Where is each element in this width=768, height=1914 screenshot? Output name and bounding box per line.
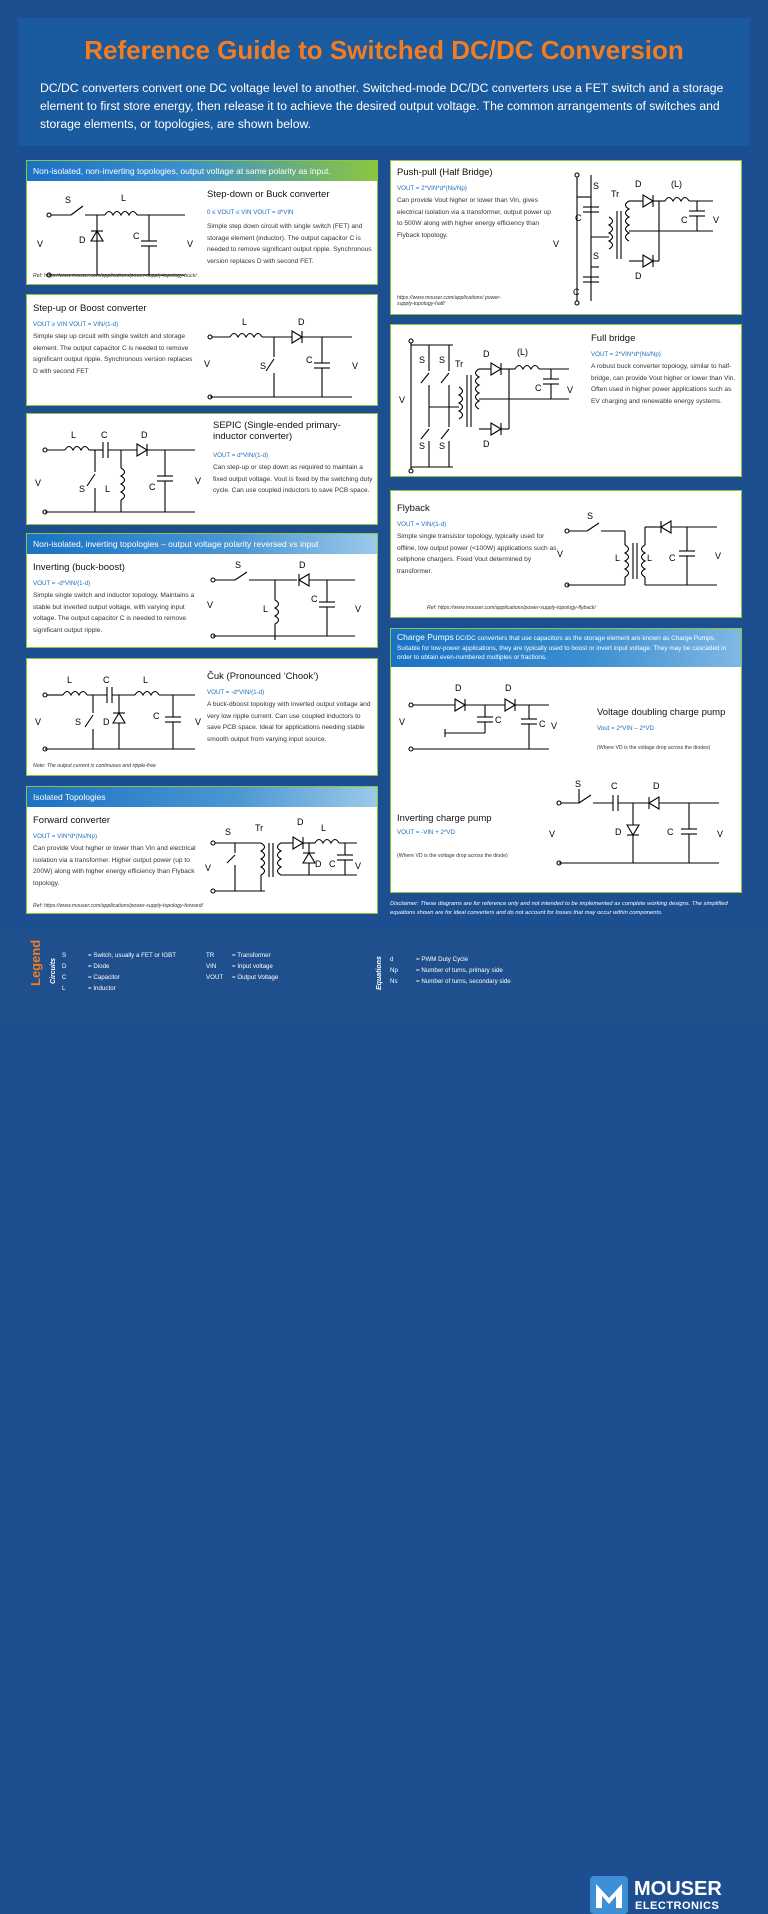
forward-description: Can provide Vout higher or lower than Vin and electrical isolation via a transformer. Higher output power (up to 200W) along with higher energy efficiency than Flyback topology.	[33, 845, 196, 887]
flyback-title: Flyback	[397, 503, 430, 514]
svg-text:D: D	[141, 430, 148, 440]
svg-text:V: V	[352, 361, 359, 371]
svg-text:S: S	[439, 441, 446, 451]
mouser-logo-sub: ELECTRONICS	[635, 1900, 720, 1912]
inverting-pump-note: (Where VD is the voltage drop across the diode)	[397, 853, 508, 859]
card-buck	[26, 160, 378, 285]
sepic-description: Can step-up or step down as required to maintain a fixed output voltage. Vout is fixed by the switching duty cycle. Can use coupled inductors to save PCB space.	[213, 464, 373, 494]
section-bar-noninverting: Non-isolated, non-inverting topologies, output voltage at same polarity as input.	[27, 161, 377, 181]
mouser-logo-mark-icon	[590, 1876, 628, 1914]
svg-text:C: C	[329, 859, 336, 869]
svg-text:V: V	[553, 239, 560, 249]
svg-text:S: S	[260, 361, 267, 371]
cuk-note: Note: The output current is continuous and ripple-free	[33, 763, 156, 769]
svg-text:S: S	[439, 355, 446, 365]
cuk-description: A buck-dboost topology with inverted output voltage and very low ripple current. Can use coupled inductors to save PCB space. Ideal for applications needing stable smooth output from varying input source.	[207, 701, 371, 743]
svg-text:L: L	[321, 823, 327, 833]
svg-text:V: V	[35, 717, 42, 727]
svg-text:D: D	[455, 683, 462, 693]
svg-text:S: S	[225, 827, 232, 837]
svg-text:V: V	[205, 863, 212, 873]
svg-text:V: V	[204, 359, 211, 369]
svg-text:C: C	[103, 675, 110, 685]
fullbridge-description: A robust buck converter topology, similar to half-bridge, can provide Vout higher or lower than Vin. Often used in higher power applications such as EV charging and renewable energy systems.	[591, 363, 736, 405]
boost-circuit-diagram	[202, 315, 372, 395]
boost-description: Simple step up circuit with single switch and storage element. The output capacitor C is needed to remove significant output ripple. Synchronous version replaces D with second FET	[33, 333, 193, 375]
legend-description: = Number of turns, primary side	[416, 967, 503, 974]
svg-text:S: S	[419, 441, 426, 451]
svg-text:C: C	[149, 482, 156, 492]
pushpull-reference: https://www.mouser.com/applications/ power-supply-topology-half/	[397, 295, 501, 307]
doubling-circuit-diagram	[399, 681, 589, 761]
header-banner	[18, 18, 750, 146]
svg-text:S: S	[593, 251, 600, 261]
legend-symbol: Ns	[390, 978, 398, 985]
legend-description: = Transformer	[232, 952, 271, 959]
svg-text:Tr: Tr	[611, 189, 620, 199]
svg-text:V: V	[37, 239, 44, 249]
pushpull-description: Can provide Vout higher or lower than Vin, gives electrical isolation via a transformer, output power up to 500W along with higher energy efficiency than Flyback topology.	[397, 197, 551, 239]
legend-description: = Diode	[88, 963, 110, 970]
buckboost-title: Inverting (buck-boost)	[33, 562, 125, 573]
legend-symbol: S	[62, 952, 67, 959]
svg-text:V: V	[551, 721, 558, 731]
svg-text:D: D	[298, 317, 305, 327]
svg-text:V: V	[399, 717, 406, 727]
legend-symbol: TR	[206, 952, 215, 959]
svg-text:D: D	[505, 683, 512, 693]
inverting-pump-title: Inverting charge pump	[397, 813, 492, 824]
svg-text:S: S	[235, 560, 242, 570]
svg-text:C: C	[667, 827, 674, 837]
svg-text:C: C	[573, 287, 580, 297]
disclaimer: Disclaimer: These diagrams are for reference only and not intended to be implemented as complete working designs. The simplified equations shown are for ideal converters and do not account for losses that may occur within components.	[390, 901, 728, 916]
svg-text:L: L	[105, 484, 111, 494]
buck-description: Simple step down circuit with single switch (FET) and storage element (inductor). The output capacitor C is needed to remove significant output ripple. Synchronous version replaces D with second FET.	[207, 223, 372, 265]
fullbridge-equation: VOUT = 2*VIN*d*(Ns/Np)	[591, 351, 661, 358]
svg-text:C: C	[539, 719, 546, 729]
svg-text:V: V	[35, 478, 42, 488]
legend-description: = Number of turns, secondary side	[416, 978, 511, 985]
svg-text:L: L	[242, 317, 248, 327]
svg-text:L: L	[71, 430, 77, 440]
svg-text:S: S	[587, 511, 594, 521]
card-chargepumps	[390, 628, 742, 893]
buck-title: Step-down or Buck converter	[207, 189, 330, 200]
doubling-title: Voltage doubling charge pump	[597, 707, 726, 718]
svg-text:S: S	[75, 717, 82, 727]
svg-text:D: D	[299, 560, 306, 570]
svg-text:L: L	[615, 553, 621, 563]
svg-text:D: D	[483, 349, 490, 359]
card-flyback	[390, 490, 742, 618]
buck-circuit-diagram	[35, 191, 225, 271]
section-bar-inverting: Non-isolated, inverting topologies – output voltage polarity reversed vs input	[27, 534, 377, 554]
flyback-reference: Ref: https://www.mouser.com/applications/power-supply-topology-flyback/	[427, 605, 596, 611]
svg-text:(L): (L)	[671, 179, 682, 189]
svg-text:D: D	[103, 717, 110, 727]
svg-text:C: C	[101, 430, 108, 440]
svg-text:(L): (L)	[517, 347, 528, 357]
svg-text:D: D	[653, 781, 660, 791]
sepic-title: SEPIC (Single-ended primary-inductor converter)	[213, 420, 341, 442]
card-sepic	[26, 413, 378, 525]
svg-text:V: V	[717, 829, 724, 839]
legend-description: = Input voltage	[232, 963, 273, 970]
cuk-equation: VOUT = -d*VIN/(1-d)	[207, 689, 265, 696]
svg-text:V: V	[399, 395, 406, 405]
fullbridge-title: Full bridge	[591, 333, 636, 344]
pushpull-title: Push-pull (Half Bridge)	[397, 167, 493, 178]
svg-text:C: C	[311, 594, 318, 604]
card-forward	[26, 786, 378, 914]
pushpull-circuit-diagram	[547, 167, 737, 312]
svg-text:V: V	[187, 239, 194, 249]
svg-text:D: D	[635, 179, 642, 189]
svg-text:Tr: Tr	[255, 823, 264, 833]
svg-text:D: D	[635, 271, 642, 281]
svg-text:C: C	[611, 781, 618, 791]
page-title: Reference Guide to Switched DC/DC Conversion	[84, 35, 684, 65]
card-boost	[26, 294, 378, 406]
legend-symbol: Np	[390, 967, 398, 974]
buckboost-circuit-diagram	[205, 560, 375, 640]
chargepumps-intro: DC/DC converters that use capacitors as the storage element are known as Charge Pumps. Suitable for low-power applications, they are typically used to boost or invert input voltage. They may be cascaded in order to obtain even-numbered multiples or fractions.	[397, 635, 727, 661]
buckboost-description: Simple single switch and inductor topology. Maintains a stable but inverted output voltage, with varying input voltage. The output capacitor C is needed to remove significant output ripple.	[33, 592, 195, 634]
legend-symbol: VIN	[206, 963, 217, 970]
svg-text:V: V	[195, 476, 202, 486]
svg-text:D: D	[615, 827, 622, 837]
svg-text:L: L	[263, 604, 269, 614]
card-cuk	[26, 658, 378, 776]
sepic-equation: VOUT = d*VIN/(1-d)	[213, 452, 269, 459]
svg-text:Tr: Tr	[455, 359, 464, 369]
mouser-logo-name: MOUSER	[634, 1878, 722, 1900]
svg-text:V: V	[715, 551, 722, 561]
svg-text:V: V	[195, 717, 202, 727]
forward-equation: VOUT = VIN*d*(Ns/Np)	[33, 833, 98, 840]
svg-text:V: V	[713, 215, 720, 225]
sepic-circuit-diagram	[35, 428, 235, 518]
boost-equation: VOUT ≥ VIN VOUT = VIN/(1-d)	[33, 321, 119, 328]
legend-description: = Capacitor	[88, 974, 120, 981]
fullbridge-circuit-diagram	[399, 331, 589, 476]
card-buckboost	[26, 533, 378, 648]
legend-symbol: VOUT	[206, 974, 224, 981]
svg-text:L: L	[121, 193, 127, 203]
svg-text:L: L	[67, 675, 73, 685]
svg-text:V: V	[567, 385, 574, 395]
svg-text:L: L	[143, 675, 149, 685]
svg-text:C: C	[495, 715, 502, 725]
card-pushpull	[390, 160, 742, 315]
svg-text:V: V	[355, 604, 362, 614]
cuk-title: Čuk (Pronounced ‘Chook’)	[207, 671, 319, 682]
legend-symbol: d	[390, 956, 394, 963]
legend-word: Legend	[28, 939, 43, 986]
svg-text:V: V	[549, 829, 556, 839]
legend-circuits-label: Circuits	[50, 957, 57, 984]
svg-text:D: D	[79, 235, 86, 245]
boost-title: Step-up or Boost converter	[33, 303, 147, 314]
svg-text:S: S	[575, 779, 582, 789]
legend-symbol: L	[62, 985, 66, 992]
forward-title: Forward converter	[33, 815, 111, 826]
svg-text:S: S	[65, 195, 72, 205]
legend-footer	[0, 928, 768, 1912]
intro-text: DC/DC converters convert one DC voltage level to another. Switched-mode DC/DC converters use a FET switch and a storage element to first store energy, then release it to achieve the desired output voltage. The common arrangements of switches and storage elements, or topologies, are shown below.	[40, 81, 724, 131]
flyback-circuit-diagram	[557, 509, 737, 593]
pushpull-equation: VOUT = 2*VIN*d*(Ns/Np)	[397, 185, 467, 192]
svg-text:C: C	[306, 355, 313, 365]
svg-text:V: V	[355, 861, 362, 871]
forward-reference: Ref: https://www.mouser.com/applications/power-supply-topology-forward/	[33, 903, 204, 909]
svg-text:C: C	[153, 711, 160, 721]
inverting-pump-circuit-diagram	[549, 779, 739, 879]
svg-text:C: C	[575, 213, 582, 223]
svg-text:S: S	[79, 484, 86, 494]
legend-description: = Switch, usually a FET or IGBT	[88, 952, 177, 959]
svg-text:V: V	[557, 549, 564, 559]
svg-text:C: C	[535, 383, 542, 393]
section-bar-isolated: Isolated Topologies	[27, 787, 377, 807]
card-fullbridge	[390, 324, 742, 477]
legend-description: = PWM Duty Cycle	[416, 956, 469, 963]
buck-reference: Ref: https://www.mouser.com/applications/power-supply-topology-buck/	[33, 273, 197, 279]
svg-text:D: D	[315, 859, 322, 869]
doubling-note: (Where VD is the voltage drop across the diodes)	[597, 745, 711, 751]
buck-equation: 0 ≤ VOUT ≤ VIN VOUT = d*VIN	[207, 209, 294, 216]
forward-circuit-diagram	[205, 813, 375, 897]
doubling-equation: Vout = 2*VIN – 2*VD	[597, 725, 654, 732]
legend-description: = Inductor	[88, 985, 116, 992]
legend-symbol: C	[62, 974, 67, 981]
legend-symbol: D	[62, 963, 67, 970]
legend-equations-label: Equations	[376, 956, 383, 990]
svg-text:S: S	[593, 181, 600, 191]
cuk-circuit-diagram	[35, 673, 225, 753]
svg-text:D: D	[297, 817, 304, 827]
inverting-pump-equation: VOUT = -VIN + 2*VD	[397, 829, 455, 836]
svg-text:D: D	[483, 439, 490, 449]
svg-text:L: L	[647, 553, 653, 563]
svg-text:S: S	[419, 355, 426, 365]
flyback-equation: VOUT = VIN/(1-d)	[397, 521, 447, 528]
svg-text:C: C	[133, 231, 140, 241]
flyback-description: Simple single transistor topology, typically used for offline, low output power (<100W) applications such as cellphone chargers. Fixed Vout determined by transformer.	[397, 533, 557, 575]
chargepumps-banner	[391, 629, 741, 667]
svg-text:V: V	[207, 600, 214, 610]
chargepumps-label: Charge Pumps	[397, 632, 454, 642]
svg-text:C: C	[669, 553, 676, 563]
svg-text:C: C	[681, 215, 688, 225]
buckboost-equation: VOUT = -d*VIN/(1-d)	[33, 580, 91, 587]
legend-description: = Output Voltage	[232, 974, 279, 981]
